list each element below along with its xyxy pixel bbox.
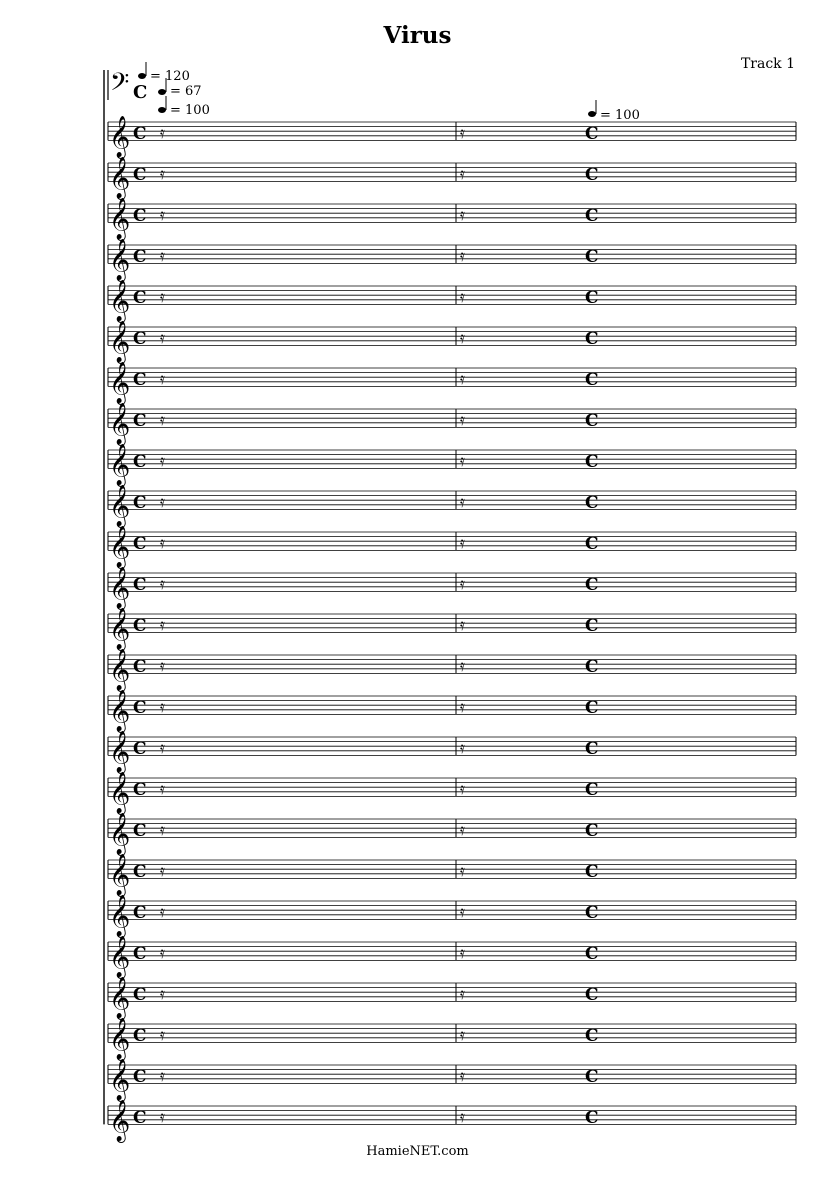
rest-icon: 𝄿 bbox=[460, 983, 465, 1003]
treble-staff bbox=[108, 279, 796, 322]
time-signature-common: C bbox=[133, 328, 147, 349]
rest-icon: 𝄿 bbox=[460, 901, 465, 921]
rest-icon: 𝄿 bbox=[460, 737, 465, 757]
treble-staff bbox=[108, 361, 796, 404]
treble-staff bbox=[108, 976, 796, 1019]
rest-icon: 𝄿 bbox=[160, 286, 165, 306]
treble-clef-icon: 𝄞 bbox=[109, 362, 131, 404]
time-signature-common: C bbox=[133, 1025, 147, 1046]
svg-text:= 100: = 100 bbox=[600, 108, 640, 123]
treble-clef-icon: 𝄞 bbox=[109, 813, 131, 855]
rest-icon: 𝄿 bbox=[460, 450, 465, 470]
treble-clef-icon: 𝄞 bbox=[109, 403, 131, 445]
time-signature-common: C bbox=[133, 82, 148, 103]
time-signature-common: C bbox=[133, 738, 147, 759]
tempo-mark-100-first bbox=[158, 96, 210, 118]
rest-icon: 𝄿 bbox=[160, 163, 165, 183]
treble-clef-icon: 𝄞 bbox=[109, 649, 131, 691]
time-signature-common: C bbox=[585, 779, 599, 800]
rest-icon: 𝄿 bbox=[460, 778, 465, 798]
treble-clef-icon: 𝄞 bbox=[109, 157, 131, 199]
rest-icon: 𝄿 bbox=[160, 737, 165, 757]
rest-icon: 𝄿 bbox=[160, 491, 165, 511]
rest-icon: 𝄿 bbox=[460, 204, 465, 224]
rest-icon: 𝄿 bbox=[160, 778, 165, 798]
treble-clef-icon: 𝄞 bbox=[109, 731, 131, 773]
rest-icon: 𝄿 bbox=[460, 1106, 465, 1126]
time-signature-common: C bbox=[133, 656, 147, 677]
time-signature-common: C bbox=[133, 1107, 147, 1128]
time-signature-common: C bbox=[585, 123, 599, 144]
treble-clef-icon: 𝄞 bbox=[109, 608, 131, 650]
time-signature-common: C bbox=[585, 902, 599, 923]
rest-icon: 𝄿 bbox=[160, 409, 165, 429]
rest-icon: 𝄿 bbox=[160, 901, 165, 921]
svg-text:= 67: = 67 bbox=[170, 84, 202, 99]
rest-icon: 𝄿 bbox=[160, 532, 165, 552]
treble-staff bbox=[108, 402, 796, 445]
time-signature-common: C bbox=[585, 943, 599, 964]
time-signature-common: C bbox=[133, 779, 147, 800]
treble-clef-icon: 𝄞 bbox=[109, 1018, 131, 1060]
rest-icon: 𝄿 bbox=[160, 1024, 165, 1044]
rest-icon: 𝄿 bbox=[460, 163, 465, 183]
rest-icon: 𝄿 bbox=[160, 245, 165, 265]
time-signature-common: C bbox=[585, 615, 599, 636]
time-signature-common: C bbox=[585, 369, 599, 390]
time-signature-common: C bbox=[585, 1025, 599, 1046]
time-signature-common: C bbox=[133, 123, 147, 144]
treble-clef-icon: 𝄞 bbox=[109, 977, 131, 1019]
time-signature-common: C bbox=[585, 164, 599, 185]
rest-icon: 𝄿 bbox=[160, 614, 165, 634]
treble-staff bbox=[108, 443, 796, 486]
time-signature-common: C bbox=[133, 943, 147, 964]
time-signature-common: C bbox=[585, 820, 599, 841]
rest-icon: 𝄿 bbox=[460, 696, 465, 716]
time-signature-common: C bbox=[585, 738, 599, 759]
treble-staff bbox=[108, 566, 796, 609]
treble-clef-icon: 𝄞 bbox=[109, 772, 131, 814]
rest-icon: 𝄿 bbox=[160, 122, 165, 142]
quarter-note-icon bbox=[588, 111, 596, 117]
time-signature-common: C bbox=[585, 410, 599, 431]
treble-clef-icon: 𝄞 bbox=[109, 526, 131, 568]
time-signature-common: C bbox=[133, 410, 147, 431]
rest-icon: 𝄿 bbox=[460, 327, 465, 347]
treble-clef-icon: 𝄞 bbox=[109, 690, 131, 732]
time-signature-common: C bbox=[585, 205, 599, 226]
rest-icon: 𝄿 bbox=[160, 819, 165, 839]
quarter-note-icon bbox=[138, 73, 146, 79]
rest-icon: 𝄿 bbox=[460, 491, 465, 511]
time-signature-common: C bbox=[585, 1107, 599, 1128]
instrument-name: Track 1 bbox=[740, 56, 795, 72]
treble-clef-icon: 𝄞 bbox=[109, 1100, 131, 1142]
rest-icon: 𝄿 bbox=[160, 573, 165, 593]
rest-icon: 𝄿 bbox=[160, 655, 165, 675]
rest-icon: 𝄿 bbox=[160, 1065, 165, 1085]
treble-staff bbox=[108, 730, 796, 773]
treble-clef-icon: 𝄞 bbox=[109, 116, 131, 158]
quarter-note-icon bbox=[158, 89, 166, 95]
treble-staff bbox=[108, 689, 796, 732]
treble-staff bbox=[108, 238, 796, 281]
treble-staff bbox=[108, 935, 796, 978]
rest-icon: 𝄿 bbox=[160, 1106, 165, 1126]
time-signature-common: C bbox=[585, 656, 599, 677]
time-signature-common: C bbox=[133, 861, 147, 882]
rest-icon: 𝄿 bbox=[160, 983, 165, 1003]
treble-staff bbox=[108, 156, 796, 199]
rest-icon: 𝄿 bbox=[160, 942, 165, 962]
treble-clef-icon: 𝄞 bbox=[109, 1059, 131, 1101]
treble-staff bbox=[108, 771, 796, 814]
treble-staff bbox=[108, 484, 796, 527]
rest-icon: 𝄿 bbox=[160, 860, 165, 880]
time-signature-common: C bbox=[133, 697, 147, 718]
treble-clef-icon: 𝄞 bbox=[109, 280, 131, 322]
treble-staff bbox=[108, 648, 796, 691]
svg-text:= 100: = 100 bbox=[170, 103, 210, 118]
treble-staff bbox=[108, 197, 796, 240]
time-signature-common: C bbox=[585, 287, 599, 308]
time-signature-common: C bbox=[585, 861, 599, 882]
time-signature-common: C bbox=[133, 820, 147, 841]
time-signature-common: C bbox=[133, 492, 147, 513]
rest-icon: 𝄿 bbox=[460, 655, 465, 675]
tempo-mark-100-second bbox=[588, 100, 640, 123]
treble-staff bbox=[108, 525, 796, 568]
rest-icon: 𝄿 bbox=[460, 614, 465, 634]
treble-staff bbox=[108, 894, 796, 937]
rest-icon: 𝄿 bbox=[460, 368, 465, 388]
time-signature-common: C bbox=[133, 533, 147, 554]
rest-icon: 𝄿 bbox=[460, 122, 465, 142]
rest-icon: 𝄿 bbox=[460, 1024, 465, 1044]
time-signature-common: C bbox=[133, 287, 147, 308]
time-signature-common: C bbox=[133, 1066, 147, 1087]
time-signature-common: C bbox=[133, 984, 147, 1005]
treble-clef-icon: 𝄞 bbox=[109, 854, 131, 896]
time-signature-common: C bbox=[585, 697, 599, 718]
treble-clef-icon: 𝄞 bbox=[109, 198, 131, 240]
rest-icon: 𝄿 bbox=[460, 409, 465, 429]
time-signature-common: C bbox=[133, 574, 147, 595]
time-signature-common: C bbox=[585, 246, 599, 267]
treble-clef-icon: 𝄞 bbox=[109, 321, 131, 363]
time-signature-common: C bbox=[585, 1066, 599, 1087]
treble-staff bbox=[108, 1058, 796, 1101]
rest-icon: 𝄿 bbox=[460, 245, 465, 265]
footer-credit: HamieNET.com bbox=[366, 1144, 469, 1159]
bass-clef-icon: 𝄢 bbox=[110, 68, 130, 103]
rest-icon: 𝄿 bbox=[160, 327, 165, 347]
quarter-note-icon bbox=[158, 107, 166, 113]
treble-staff bbox=[108, 320, 796, 363]
treble-clef-icon: 𝄞 bbox=[109, 444, 131, 486]
time-signature-common: C bbox=[585, 451, 599, 472]
treble-clef-icon: 𝄞 bbox=[109, 239, 131, 281]
time-signature-common: C bbox=[133, 246, 147, 267]
rest-icon: 𝄿 bbox=[460, 860, 465, 880]
rest-icon: 𝄿 bbox=[160, 696, 165, 716]
treble-staff bbox=[108, 1017, 796, 1060]
tempo-mark-120 bbox=[138, 62, 190, 84]
rest-icon: 𝄿 bbox=[160, 368, 165, 388]
rest-icon: 𝄿 bbox=[460, 819, 465, 839]
rest-icon: 𝄿 bbox=[460, 286, 465, 306]
time-signature-common: C bbox=[133, 615, 147, 636]
time-signature-common: C bbox=[585, 574, 599, 595]
treble-staff bbox=[108, 812, 796, 855]
time-signature-common: C bbox=[133, 451, 147, 472]
rest-icon: 𝄿 bbox=[160, 204, 165, 224]
time-signature-common: C bbox=[133, 369, 147, 390]
treble-clef-icon: 𝄞 bbox=[109, 936, 131, 978]
rest-icon: 𝄿 bbox=[160, 450, 165, 470]
staff-system bbox=[104, 70, 796, 1142]
time-signature-common: C bbox=[585, 533, 599, 554]
time-signature-common: C bbox=[133, 902, 147, 923]
treble-clef-icon: 𝄞 bbox=[109, 895, 131, 937]
rest-icon: 𝄿 bbox=[460, 942, 465, 962]
rest-icon: 𝄿 bbox=[460, 532, 465, 552]
treble-staff bbox=[108, 115, 796, 158]
treble-staff bbox=[108, 1099, 796, 1142]
treble-staff bbox=[108, 853, 796, 896]
treble-clef-icon: 𝄞 bbox=[109, 485, 131, 527]
time-signature-common: C bbox=[585, 492, 599, 513]
svg-text:= 120: = 120 bbox=[150, 69, 190, 84]
time-signature-common: C bbox=[585, 328, 599, 349]
score-title: Virus bbox=[383, 22, 452, 49]
treble-staff bbox=[108, 607, 796, 650]
treble-clef-icon: 𝄞 bbox=[109, 567, 131, 609]
time-signature-common: C bbox=[585, 984, 599, 1005]
time-signature-common: C bbox=[133, 205, 147, 226]
time-signature-common: C bbox=[133, 164, 147, 185]
rest-icon: 𝄿 bbox=[460, 573, 465, 593]
rest-icon: 𝄿 bbox=[460, 1065, 465, 1085]
